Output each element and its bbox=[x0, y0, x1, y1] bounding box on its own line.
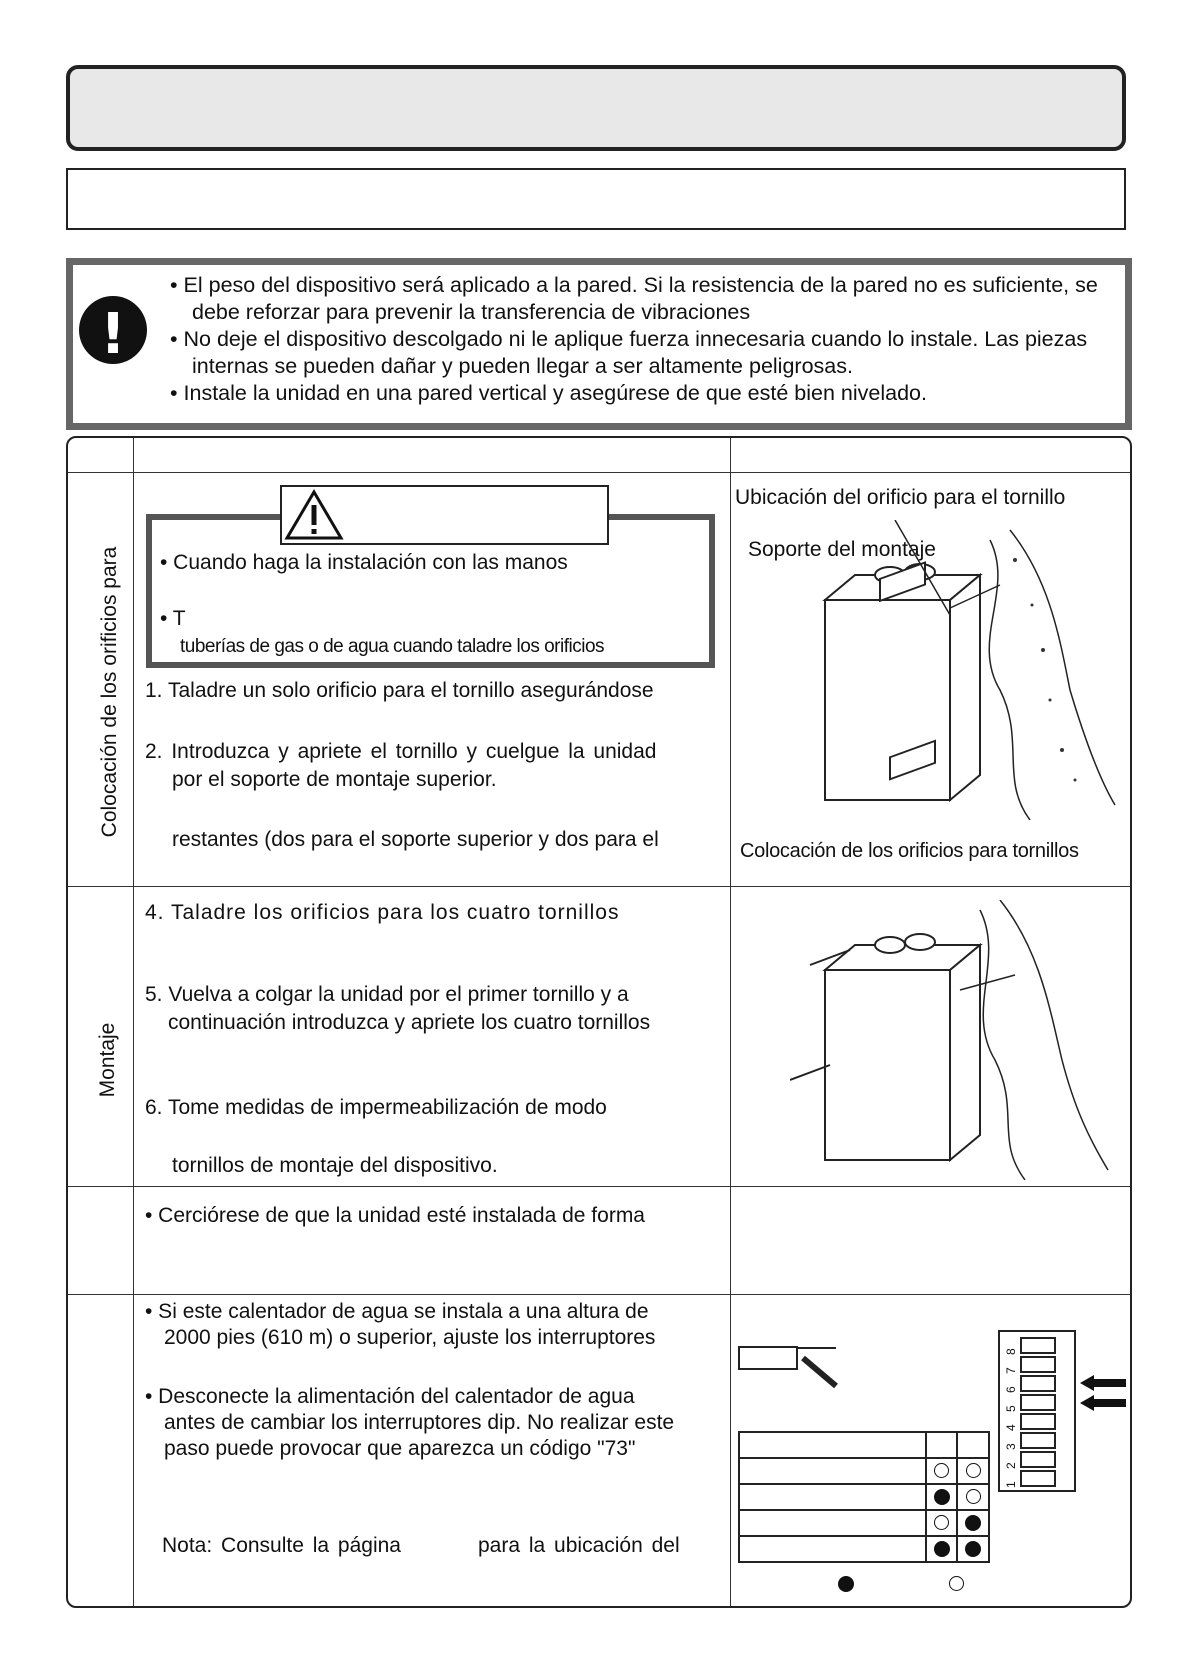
switch-off-dot bbox=[934, 1515, 949, 1530]
warning-item: • El peso del dispositivo será aplicado a la pared. Si la resistencia de la pared no es suficiente, se debe reforzar para prevenir la transferencia de vibraciones bbox=[170, 273, 1098, 324]
legend-off-dot bbox=[949, 1576, 964, 1591]
warning-item: • No deje el dispositivo descolgado ni le aplique fuerza innecesaria cuando lo instale. Las piezas internas se pueden dañar y pueden llegar a ser altamente peligrosas. bbox=[170, 327, 1088, 378]
dip-switch[interactable]: 6 bbox=[1002, 1374, 1062, 1393]
table-row bbox=[739, 1510, 989, 1536]
dip-switch-list bbox=[1002, 1336, 1062, 1488]
caution-item: • Cuando haga la instalación con las manos bbox=[160, 551, 568, 574]
table-header-row bbox=[739, 1432, 989, 1458]
warning-list bbox=[170, 272, 1120, 407]
dip-switch[interactable]: 8 bbox=[1002, 1336, 1062, 1355]
step-5-cont: continuación introduzca y apriete los cuatro tornillos bbox=[168, 1011, 651, 1034]
exclamation-icon: ! bbox=[79, 296, 147, 364]
switch-off-dot bbox=[966, 1489, 981, 1504]
unit-wall-diagram-1 bbox=[800, 520, 1120, 820]
note-label-cont: para la ubicación del bbox=[478, 1534, 680, 1557]
switch-off-dot bbox=[934, 1463, 949, 1478]
figure-label-holes: Colocación de los orificios para tornillos bbox=[740, 840, 1079, 862]
dip-switch[interactable]: 5 bbox=[1002, 1393, 1062, 1412]
row-label-holes: Colocación de los orificios para bbox=[98, 546, 121, 838]
warning-item: • Instale la unidad en una pared vertical y asegúrese de que esté bien nivelado. bbox=[170, 381, 927, 405]
dip-switch[interactable]: 2 bbox=[1002, 1450, 1062, 1469]
dip-switch[interactable]: 1 bbox=[1002, 1469, 1062, 1488]
switch-on-dot bbox=[934, 1541, 950, 1557]
step-1: 1. Taladre un solo orificio para el tornillo asegurándose bbox=[145, 679, 654, 702]
caution-triangle-icon bbox=[284, 489, 344, 541]
table-row bbox=[739, 1484, 989, 1510]
altitude-note: • Si este calentador de agua se instala a una altura de bbox=[145, 1300, 649, 1323]
power-note-cont: paso puede provocar que aparezca un código "73" bbox=[164, 1437, 636, 1460]
altitude-note-cont: 2000 pies (610 m) o superior, ajuste los interruptores bbox=[164, 1326, 656, 1349]
altitude-switch-table bbox=[738, 1431, 990, 1563]
dip-switch[interactable]: 7 bbox=[1002, 1355, 1062, 1374]
row-label-mounting: Montaje bbox=[96, 1022, 119, 1098]
step-4: 4. Taladre los orificios para los cuatro tornillos bbox=[145, 901, 620, 924]
caution-item-cont: tuberías de gas o de agua cuando taladre los orificios bbox=[180, 636, 605, 657]
legend-on-dot bbox=[838, 1576, 854, 1592]
step-6-cont: tornillos de montaje del dispositivo. bbox=[172, 1154, 498, 1177]
level-note: • Cerciórese de que la unidad esté instalada de forma bbox=[145, 1204, 645, 1227]
caution-header bbox=[280, 485, 609, 545]
step-2-cont: por el soporte de montaje superior. bbox=[172, 768, 497, 791]
switch-on-dot bbox=[965, 1541, 981, 1557]
arrow-left-icon bbox=[1080, 1375, 1128, 1415]
figure-label-hole: Ubicación del orificio para el tornillo bbox=[735, 486, 1066, 509]
switch-on-dot bbox=[965, 1515, 981, 1531]
page-title-box bbox=[66, 65, 1126, 151]
power-note-cont: antes de cambiar los interruptores dip. No realizar este bbox=[164, 1411, 675, 1434]
dip-arrow-box bbox=[738, 1346, 798, 1370]
step-6: 6. Tome medidas de impermeabilización de modo bbox=[145, 1096, 607, 1119]
step-2: 2. Introduzca y apriete el tornillo y cuelgue la unidad bbox=[145, 740, 657, 763]
pointer-icon bbox=[798, 1346, 858, 1396]
caution-item: • T bbox=[160, 607, 186, 630]
dip-switch[interactable]: 4 bbox=[1002, 1412, 1062, 1431]
note-label: Nota: Consulte la página bbox=[162, 1534, 401, 1557]
switch-on-dot bbox=[934, 1489, 950, 1505]
dip-switch[interactable]: 3 bbox=[1002, 1431, 1062, 1450]
unit-wall-diagram-2 bbox=[790, 900, 1120, 1180]
table-row bbox=[739, 1536, 989, 1562]
switch-off-dot bbox=[966, 1463, 981, 1478]
power-note: • Desconecte la alimentación del calentador de agua bbox=[145, 1385, 635, 1408]
section-title-box bbox=[66, 168, 1126, 230]
step-3: restantes (dos para el soporte superior y dos para el bbox=[172, 828, 659, 851]
figure-label-bracket: Soporte del montaje bbox=[748, 538, 936, 561]
table-row bbox=[739, 1458, 989, 1484]
step-5: 5. Vuelva a colgar la unidad por el primer tornillo y a bbox=[145, 983, 629, 1006]
